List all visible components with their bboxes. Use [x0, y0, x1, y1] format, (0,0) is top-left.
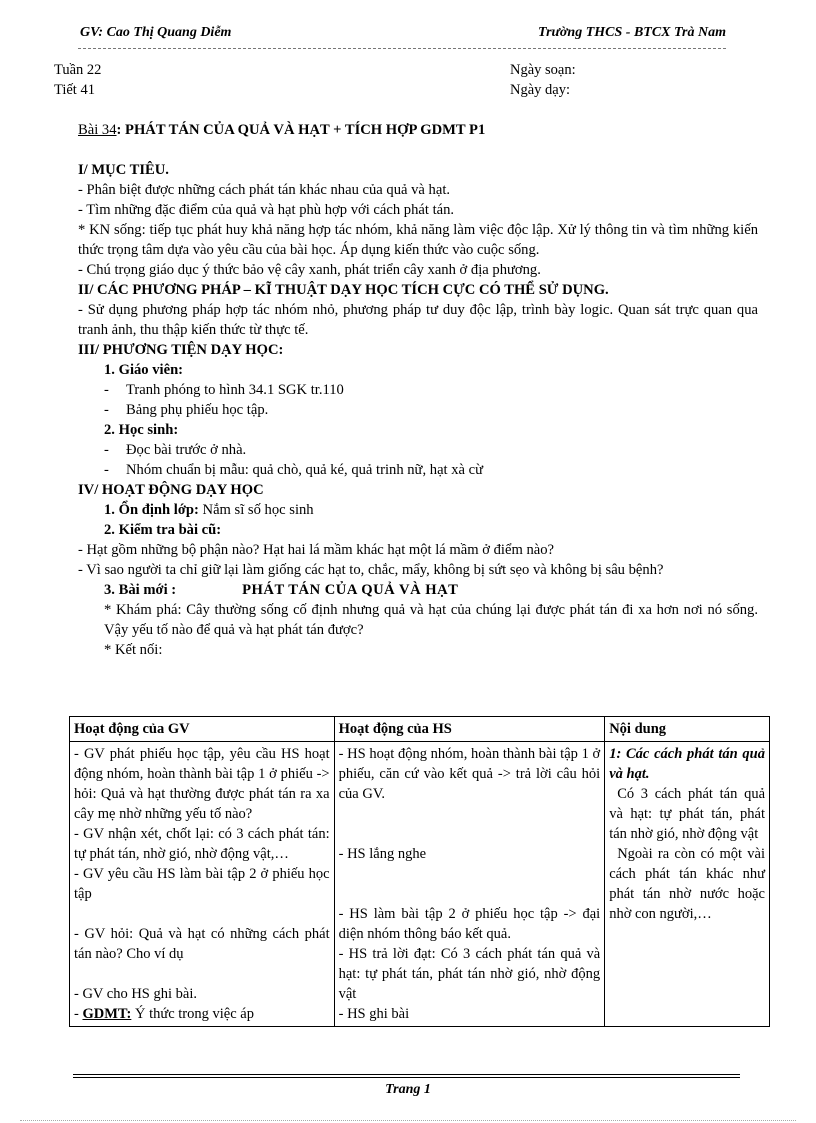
kiem-tra-heading: 2. Kiểm tra bài cũ: — [104, 522, 222, 538]
hs-activity: - HS làm bài tập 2 ở phiếu học tập -> đại diện nhóm thông báo kết quả. — [338, 906, 601, 942]
table-header-row — [70, 717, 770, 742]
on-dinh-lop: 1. Ổn định lớp: Nắm sĩ số học sinh — [104, 502, 314, 518]
section-muc-tieu-heading: I/ MỤC TIÊU. — [78, 162, 169, 178]
muc-tieu-line: * KN sống: tiếp tục phát huy khả năng hợp tác nhóm, khả năng làm việc độc lập. Xử lý thông tin và tìm những kiến thức trọng tâm dựa vào yêu cầu của bài học. Áp dụng kiến thức vào cuộc sống. — [78, 222, 758, 258]
giao-vien-item: - Tranh phóng to hình 34.1 SGK tr.110 — [104, 382, 344, 398]
hs-activity-cell — [334, 742, 605, 1027]
header-divider — [78, 48, 726, 49]
hs-activity: - HS hoạt động nhóm, hoàn thành bài tập 1 ở phiếu, căn cứ vào kết quả -> trả lời câu hỏi của GV. — [338, 746, 601, 802]
phuong-phap-text: - Sử dụng phương pháp hợp tác nhóm nhỏ, phương pháp tư duy độc lập, trình bày logic. Quan sát trực quan qua tranh ảnh, thu thập kiến thức từ thực tế. — [78, 302, 758, 338]
hs-activity: - HS lắng nghe — [338, 846, 426, 862]
column-header-noi-dung: Nội dung — [605, 717, 770, 742]
meta-ngay-day: Ngày dạy: — [510, 82, 570, 98]
footer-divider — [73, 1074, 740, 1080]
meta-tiet: Tiết 41 — [54, 82, 95, 98]
gv-activity: - GV nhận xét, chốt lại: có 3 cách phát tán: tự phát tán, nhờ gió, nhờ động vật,… — [74, 826, 330, 862]
hs-activity: - HS trả lời đạt: Có 3 cách phát tán quả và hạt: tự phát tán, phát tán nhờ gió, nhờ động vật — [338, 946, 601, 1002]
hs-activity: - HS ghi bài — [338, 1006, 410, 1022]
noi-dung-heading: 1: Các cách phát tán quả và hạt. — [609, 746, 765, 782]
noi-dung-paragraph: Có 3 cách phát tán quả và hạt: tự phát tán, phát tán nhờ gió, nhờ động vật — [609, 786, 765, 842]
muc-tieu-line: - Chú trọng giáo dục ý thức bảo vệ cây xanh, phát triển cây xanh ở địa phương. — [78, 262, 541, 278]
gv-activity: - GV yêu cầu HS làm bài tập 2 ở phiếu học tập — [74, 866, 330, 902]
meta-ngay-soan: Ngày soạn: — [510, 62, 576, 78]
table-row — [70, 742, 770, 1027]
lesson-body — [78, 120, 758, 660]
gv-activity: - GV phát phiếu học tập, yêu cầu HS hoạt động nhóm, hoàn thành bài tập 1 ở phiếu -> hỏi: Quả và hạt thường được phát tán ra xa cây mẹ nhờ những yếu tố nào? — [74, 746, 330, 822]
giao-vien-heading: 1. Giáo viên: — [104, 362, 184, 378]
giao-vien-item: - Bảng phụ phiếu học tập. — [104, 402, 269, 418]
kham-pha-text: * Khám phá: Cây thường sống cố định nhưng quả và hạt của chúng lại được phát tán đi xa hơn nơi nó sống. Vậy yếu tố nào để quả và hạt phát tán được? — [104, 602, 758, 638]
gv-activity: - GV hỏi: Quả và hạt có những cách phát tán nào? Cho ví dụ — [74, 926, 330, 962]
noi-dung-paragraph: Ngoài ra còn có một vài cách phát tán khác như phát tán nhờ nước hoặc nhờ con người,… — [609, 846, 765, 922]
header-school: Trường THCS - BTCX Trà Nam — [538, 25, 726, 40]
section-hoat-dong-heading: IV/ HOẠT ĐỘNG DẠY HỌC — [78, 482, 264, 498]
section-phuong-phap-heading: II/ CÁC PHƯƠNG PHÁP – KĨ THUẬT DẠY HỌC TÍCH CỰC CÓ THỂ SỬ DỤNG. — [78, 282, 609, 298]
muc-tieu-line: - Phân biệt được những cách phát tán khác nhau của quả và hạt. — [78, 182, 451, 198]
meta-tuan: Tuần 22 — [54, 62, 102, 78]
hoc-sinh-item: - Đọc bài trước ở nhà. — [104, 442, 247, 458]
muc-tieu-line: - Tìm những đặc điểm của quả và hạt phù hợp với cách phát tán. — [78, 202, 455, 218]
noi-dung-cell — [605, 742, 770, 1027]
kiem-tra-question: - Hạt gồm những bộ phận nào? Hạt hai lá mầm khác hạt một lá mầm ở điểm nào? — [78, 542, 555, 558]
column-header-gv: Hoạt động của GV — [70, 717, 335, 742]
header-teacher: GV: Cao Thị Quang Diễm — [80, 25, 232, 40]
gdmt-line: - GDMT: Ý thức trong việc áp — [74, 1006, 254, 1022]
hoc-sinh-heading: 2. Học sinh: — [104, 422, 179, 438]
gv-activity: - GV cho HS ghi bài. — [74, 986, 197, 1002]
bai-moi-line: 3. Bài mới : PHÁT TÁN CỦA QUẢ VÀ HẠT — [104, 582, 459, 598]
ket-noi-text: * Kết nối: — [104, 642, 163, 658]
lesson-number: Bài 34 — [78, 122, 117, 138]
activity-table — [69, 716, 770, 1027]
hoc-sinh-item: - Nhóm chuẩn bị mẫu: quả chò, quả ké, quả trinh nữ, hạt xà cừ — [104, 462, 484, 478]
gv-activity-cell — [70, 742, 335, 1027]
lesson-title-text: : PHÁT TÁN CỦA QUẢ VÀ HẠT + TÍCH HỢP GDMT P1 — [116, 122, 486, 138]
section-phuong-tien-heading: III/ PHƯƠNG TIỆN DẠY HỌC: — [78, 342, 284, 358]
page-bottom-divider — [20, 1120, 796, 1121]
kiem-tra-question: - Vì sao người ta chỉ giữ lại làm giống các hạt to, chắc, mẩy, không bị sứt sẹo và không bị sâu bệnh? — [78, 562, 664, 578]
lesson-title — [78, 120, 758, 140]
column-header-hs: Hoạt động của HS — [334, 717, 605, 742]
page-number: Trang 1 — [385, 1082, 431, 1097]
